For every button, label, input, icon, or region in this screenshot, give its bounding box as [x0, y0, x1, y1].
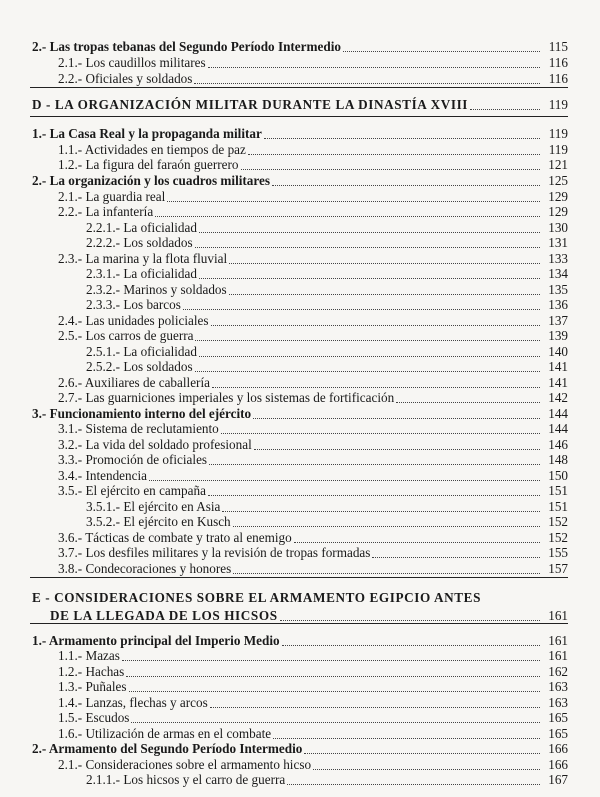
- toc-entry: [58, 328, 568, 344]
- toc-entry-label: 2.4.- Las unidades policiales: [58, 313, 209, 328]
- toc-entry: [58, 695, 568, 711]
- toc-entry: [58, 664, 568, 680]
- toc-entry: [32, 173, 568, 189]
- toc-entry-page: 134: [548, 266, 568, 281]
- toc-entry: [58, 55, 568, 71]
- toc-entry-page: 131: [548, 235, 568, 250]
- toc-entry-label: 3.5.2.- El ejército en Kusch: [86, 514, 231, 529]
- toc-entry: [86, 344, 568, 360]
- dot-leader: [264, 138, 540, 139]
- toc-entry: [86, 220, 568, 236]
- toc-entry-page: 157: [548, 561, 568, 576]
- toc-entry-page: 163: [548, 695, 568, 710]
- toc-entry-page: 116: [548, 55, 568, 70]
- dot-leader: [199, 356, 540, 357]
- toc-entry-label: 2.7.- Las guarniciones imperiales y los sistemas de fortificación: [58, 390, 395, 405]
- dot-leader: [194, 83, 540, 84]
- dot-leader: [208, 495, 540, 496]
- dot-leader: [199, 278, 540, 279]
- toc-entry: [58, 142, 568, 158]
- toc-entry-label: 1.- Armamento principal del Imperio Medio: [32, 633, 280, 648]
- toc-entry-label: 2.2.1.- La oficialidad: [86, 220, 197, 235]
- dot-leader: [313, 769, 540, 770]
- toc-entry-page: 116: [548, 71, 568, 86]
- toc-entry: [58, 313, 568, 329]
- toc-entry-label: 2.5.1.- La oficialidad: [86, 344, 197, 359]
- dot-leader: [273, 738, 540, 739]
- toc-entry-label: 1.2.- La figura del faraón guerrero: [58, 157, 239, 172]
- toc-entry-page: 161: [548, 608, 568, 623]
- dot-leader: [396, 402, 540, 403]
- toc-entry-page: 146: [548, 437, 568, 452]
- dot-leader: [211, 325, 540, 326]
- toc-entry-page: 137: [548, 313, 568, 328]
- toc-entry-label: DE LA LLEGADA DE LOS HICSOS: [50, 608, 278, 623]
- toc-entry-label: 2.2.2.- Los soldados: [86, 235, 193, 250]
- dot-leader: [287, 784, 540, 785]
- toc-entry-label: 2.1.- Consideraciones sobre el armamento hicso: [58, 757, 312, 772]
- toc-entry: [86, 297, 568, 313]
- toc-entry-page: 144: [548, 421, 568, 436]
- toc-entry-label: D - LA ORGANIZACIÓN MILITAR DURANTE LA DINASTÍA XVIII: [32, 97, 469, 112]
- toc-entry: [58, 421, 568, 437]
- toc-entry-page: 115: [548, 39, 568, 54]
- toc-entry-label: 2.6.- Auxiliares de caballería: [58, 375, 210, 390]
- toc-entry-label: 1.6.- Utilización de armas en el combate: [58, 726, 272, 741]
- toc-entry-page: 142: [548, 390, 568, 405]
- section-heading: E - CONSIDERACIONES SOBRE EL ARMAMENTO EGIPCIO ANTES: [32, 590, 482, 605]
- dot-leader: [195, 371, 540, 372]
- toc-entry-page: 133: [548, 251, 568, 266]
- dot-leader: [294, 542, 540, 543]
- toc-entry-page: 167: [548, 772, 568, 787]
- toc-entry: [58, 157, 568, 173]
- dot-leader: [183, 309, 540, 310]
- toc-entry-page: 152: [548, 514, 568, 529]
- toc-entry-label: 2.3.3.- Los barcos: [86, 297, 181, 312]
- dot-leader: [208, 67, 540, 68]
- dot-leader: [470, 109, 540, 110]
- dot-leader: [199, 232, 540, 233]
- dot-leader: [155, 216, 540, 217]
- dot-leader: [304, 753, 540, 754]
- toc-entry: [32, 406, 568, 422]
- toc-entry: [58, 757, 568, 773]
- toc-entry-page: 136: [548, 297, 568, 312]
- toc-entry-label: 1.1.- Mazas: [58, 648, 120, 663]
- toc-entry-page: 119: [548, 126, 568, 141]
- toc-entry-page: 130: [548, 220, 568, 235]
- toc-entry: [58, 251, 568, 267]
- toc-entry: [58, 204, 568, 220]
- toc-entry-page: 141: [548, 359, 568, 374]
- toc-entry-page: 166: [548, 757, 568, 772]
- toc-entry: [58, 452, 568, 468]
- dot-leader: [167, 201, 540, 202]
- toc-entry-label: 3.5.1.- El ejército en Asia: [86, 499, 221, 514]
- toc-entry-page: 139: [548, 328, 568, 343]
- toc-entry-label: 2.3.1.- La oficialidad: [86, 266, 197, 281]
- toc-entry: [32, 633, 568, 649]
- toc-entry-page: 119: [548, 97, 568, 112]
- toc-entry-page: 162: [548, 664, 568, 679]
- toc-entry-label: 3.8.- Condecoraciones y honores: [58, 561, 232, 576]
- toc-entry: [86, 266, 568, 282]
- toc-entry: [58, 545, 568, 561]
- toc-entry-label: 2.5.- Los carros de guerra: [58, 328, 194, 343]
- toc-entry: [58, 726, 568, 742]
- dot-leader: [229, 263, 540, 264]
- toc-entry: [86, 282, 568, 298]
- toc-entry-page: 135: [548, 282, 568, 297]
- dot-leader: [233, 526, 540, 527]
- toc-entry: [58, 561, 568, 577]
- dot-leader: [253, 418, 540, 419]
- toc-entry-label: 2.2.- La infantería: [58, 204, 154, 219]
- toc-entry: [86, 772, 568, 788]
- toc-entry-page: 148: [548, 452, 568, 467]
- toc-entry-page: 141: [548, 375, 568, 390]
- toc-entry-label: 1.5.- Escudos: [58, 710, 130, 725]
- dot-leader: [272, 185, 540, 186]
- dot-leader: [122, 660, 540, 661]
- dot-leader: [233, 573, 540, 574]
- toc-entry: [58, 483, 568, 499]
- toc-entry-label: 2.1.- Los caudillos militares: [58, 55, 206, 70]
- divider: [30, 577, 568, 578]
- toc-entry-label: 2.1.1.- Los hicsos y el carro de guerra: [86, 772, 286, 787]
- toc-entry-page: 165: [548, 726, 568, 741]
- dot-leader: [129, 691, 541, 692]
- toc-entry-label: 2.1.- La guardia real: [58, 189, 166, 204]
- toc-entry: [32, 39, 568, 55]
- dot-leader: [229, 294, 540, 295]
- toc-entry-label: 1.1.- Actividades en tiempos de paz: [58, 142, 246, 157]
- toc-entry-label: 3.5.- El ejército en campaña: [58, 483, 206, 498]
- toc-entry-page: 150: [548, 468, 568, 483]
- toc-entry-label: 2.3.- La marina y la flota fluvial: [58, 251, 228, 266]
- toc-entry-page: 140: [548, 344, 568, 359]
- toc-entry: [58, 390, 568, 406]
- dot-leader: [241, 169, 540, 170]
- dot-leader: [280, 620, 540, 621]
- toc-entry: [58, 530, 568, 546]
- toc-entry-page: 163: [548, 679, 568, 694]
- toc-entry-label: 1.3.- Puñales: [58, 679, 127, 694]
- dot-leader: [210, 707, 540, 708]
- dot-leader: [221, 433, 540, 434]
- toc-entry-label: 2.- La organización y los cuadros militares: [32, 173, 270, 188]
- toc-entry-label: 2.- Las tropas tebanas del Segundo Período Intermedio: [32, 39, 341, 54]
- toc-entry: [58, 710, 568, 726]
- toc-entry-page: 161: [548, 633, 568, 648]
- toc-entry-page: 155: [548, 545, 568, 560]
- toc-entry: [32, 741, 568, 757]
- dot-leader: [282, 645, 540, 646]
- toc-entry: [58, 375, 568, 391]
- dot-leader: [131, 722, 540, 723]
- toc-entry: [32, 97, 568, 113]
- dot-leader: [149, 480, 540, 481]
- toc-entry: [58, 648, 568, 664]
- toc-entry-page: 129: [548, 189, 568, 204]
- divider: [30, 116, 568, 117]
- toc-entry-label: 2.5.2.- Los soldados: [86, 359, 193, 374]
- dot-leader: [222, 511, 540, 512]
- toc-entry-page: 165: [548, 710, 568, 725]
- toc-entry-label: 3.3.- Promoción de oficiales: [58, 452, 208, 467]
- dot-leader: [209, 464, 540, 465]
- toc-entry-label: 2.- Armamento del Segundo Período Intermedio: [32, 741, 303, 756]
- dot-leader: [254, 449, 540, 450]
- toc-entry: [58, 71, 568, 87]
- dot-leader: [195, 340, 540, 341]
- dot-leader: [372, 557, 540, 558]
- toc-entry: [86, 235, 568, 251]
- toc-entry-label: 3.2.- La vida del soldado profesional: [58, 437, 252, 452]
- toc-entry-page: 125: [548, 173, 568, 188]
- toc-entry-page: 129: [548, 204, 568, 219]
- toc-entry-label: 1.- La Casa Real y la propaganda militar: [32, 126, 262, 141]
- toc-entry-label: 3.7.- Los desfiles militares y la revisión de tropas formadas: [58, 545, 371, 560]
- toc-entry: [58, 189, 568, 205]
- toc-entry: [50, 608, 568, 624]
- toc-entry: [86, 514, 568, 530]
- dot-leader: [343, 51, 540, 52]
- toc-entry: [32, 126, 568, 142]
- toc-entry-label: 2.3.2.- Marinos y soldados: [86, 282, 227, 297]
- dot-leader: [248, 154, 540, 155]
- toc-entry-label: 3.- Funcionamiento interno del ejército: [32, 406, 252, 421]
- toc-entry-label: 3.1.- Sistema de reclutamiento: [58, 421, 219, 436]
- toc-entry-label: 1.2.- Hachas: [58, 664, 125, 679]
- toc-entry: [58, 679, 568, 695]
- toc-entry-page: 144: [548, 406, 568, 421]
- toc-entry-page: 121: [548, 157, 568, 172]
- toc-entry-label: 3.6.- Tácticas de combate y trato al enemigo: [58, 530, 292, 545]
- dot-leader: [126, 676, 540, 677]
- toc-entry-label: 1.4.- Lanzas, flechas y arcos: [58, 695, 208, 710]
- toc-entry-page: 119: [548, 142, 568, 157]
- dot-leader: [195, 247, 540, 248]
- toc-entry-page: 166: [548, 741, 568, 756]
- toc-entry-page: 151: [548, 499, 568, 514]
- toc-entry: [86, 499, 568, 515]
- toc-entry: [58, 437, 568, 453]
- toc-entry: [86, 359, 568, 375]
- toc-entry-page: 151: [548, 483, 568, 498]
- toc-entry-label: 3.4.- Intendencia: [58, 468, 147, 483]
- toc-entry-page: 161: [548, 648, 568, 663]
- toc-entry: [58, 468, 568, 484]
- toc-entry-page: 152: [548, 530, 568, 545]
- toc-entry-label: 2.2.- Oficiales y soldados: [58, 71, 193, 86]
- divider: [30, 87, 568, 88]
- dot-leader: [212, 387, 540, 388]
